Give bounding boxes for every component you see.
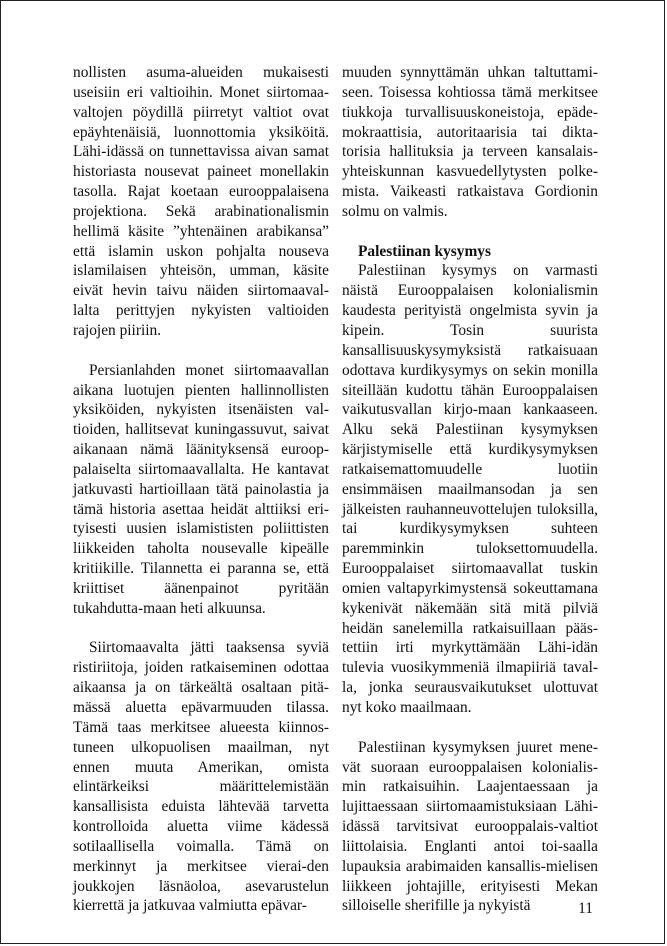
right-column: [342, 63, 598, 916]
left-column: [73, 63, 329, 916]
paragraph: nollisten asuma-alueiden mukaisesti useisiin eri valtioihin. Monet siirtomaa-valtojen pöydillä piirretyt valtiot ovat epäyhtenäisiä, luonnottomia yksiköitä. Lähi-idässä on tunnettavissa aivan samat historiasta nousevat paineet monellakin tasolla. Rajat koetaan eurooppalaisena projektiona. Sekä arabinationalismin hellimä käsite ”yhtenäinen arabikansa” että islamin uskon pohjalta nouseva islamilaisen yhteisön, umman, käsite eivät hevin taivu näiden siirtomaaval-lalta perittyjen nykyisten valtioiden rajojen piiriin.: [73, 64, 329, 339]
paragraph-spacer: [73, 619, 329, 639]
paragraph-spacer: [342, 718, 598, 738]
section-heading: Palestiinan kysymys: [358, 242, 491, 260]
paragraph: Persianlahden monet siirtomaavallan aikana luotujen pienten hallinnollisten yksiköiden, nykyisten itsenäisten val-tioiden, hallitsevat kuningassuvut, saivat aikanaan nämä läänityksensä euroop-palaiselta siirtomaavallalta. He kantavat jatkuvasti hartioillaan tätä painolastia ja tämä historia asettaa heidät alttiiksi eri-tyisesti uusien islamististen poliittisten liikkeiden taholta nousevalle kipeälle kritiikille. Tilannetta ei paranna se, että kriittiset äänenpainot pyritään tukahdutta-maan heti alkuunsa.: [73, 361, 329, 617]
paragraph: muuden synnyttämän uhkan taltuttami-seen. Toisessa kohtiossa tämä merkitsee tiukkoja turvallisuuskoneistoja, epäde-mokraattisia, autoritaarisia tai dikta-torisia hallituksia ja terveen kansalais-yhteiskunnan kasvuedellytysten polke-mista. Vaikeasti ratkaistava Gordionin solmu on valmis.: [342, 64, 598, 220]
paragraph: Siirtomaavalta jätti taaksensa syviä ristiriitoja, joiden ratkaiseminen odottaa aikaansa ja on tärkeältä osaltaan pitä-mässä aluetta epävarmuuden tilassa. Tämä taas merkitsee alueesta kiinnos-tuneen ulkopuolisen maailman, nyt ennen muuta Amerikan, omista elintärkeiksi määrittelemistään kansallisista eduista lähtevää tarvetta kontrolloida aluetta viime kädessä sotilaallisella voimalla. Tämä on merkinnyt ja merkitsee vierai-den joukkojen läsnäoloa, asevarustelun kierrettä ja jatkuvaa valmiutta epävar-: [73, 639, 329, 915]
paragraph-spacer: [73, 341, 329, 361]
paragraph: Palestiinan kysymyksen juuret mene-vät suoraan eurooppalaisen kolonialis-min ratkaisuihin. Laajentaessaan ja lujittaessaan siirtomaamistuksiaan Lähi-idässä tarvitsivat eurooppalais-valtiot liittolaisia. Englanti antoi toi-saalla lupauksia arabimaiden kansallis-mielisen liikkeen johtajille, erityisesti Mekan silloiselle sherifille ja nykyistä: [342, 738, 598, 915]
page-number: 11: [578, 900, 593, 917]
paragraph-spacer: [342, 222, 598, 242]
paragraph: Palestiinan kysymys on varmasti näistä Eurooppalaisen kolonialismin kaudesta perityistä ongelmista syvin ja kipein. Tosin suurista kansallisuuskysymyksistä ratkaisuaan odottava kurdikysymys on sekin monilla siteillään kudottu tähän Eurooppalaisen vaikutusvallan kirjo-maan kankaaseen. Alku sekä Palestiinan kysymyksen kärjistymiselle että kurdikysymyksen ratkaisemattomuudelle luotiin ensimmäisen maailmansodan ja sen jälkeisten rauhanneuvottelujen tuloksilla, tai kurdikysymyksen suhteen paremminkin tuloksettomuudella. Eurooppalaiset siirtomaavallat tuskin omien valtapyrkimystensä sokeuttamana kykenivät näkemään sitä mitä pilviä heidän sanelemilla ratkaisuillaan pääs-tettiin irti myrkyttämään Lähi-idän tulevia vuosikymmeniä ilmapiiriä taval-la, jonka seurausvaikutukset ulottuvat nyt koko maailmaan.: [342, 262, 598, 716]
